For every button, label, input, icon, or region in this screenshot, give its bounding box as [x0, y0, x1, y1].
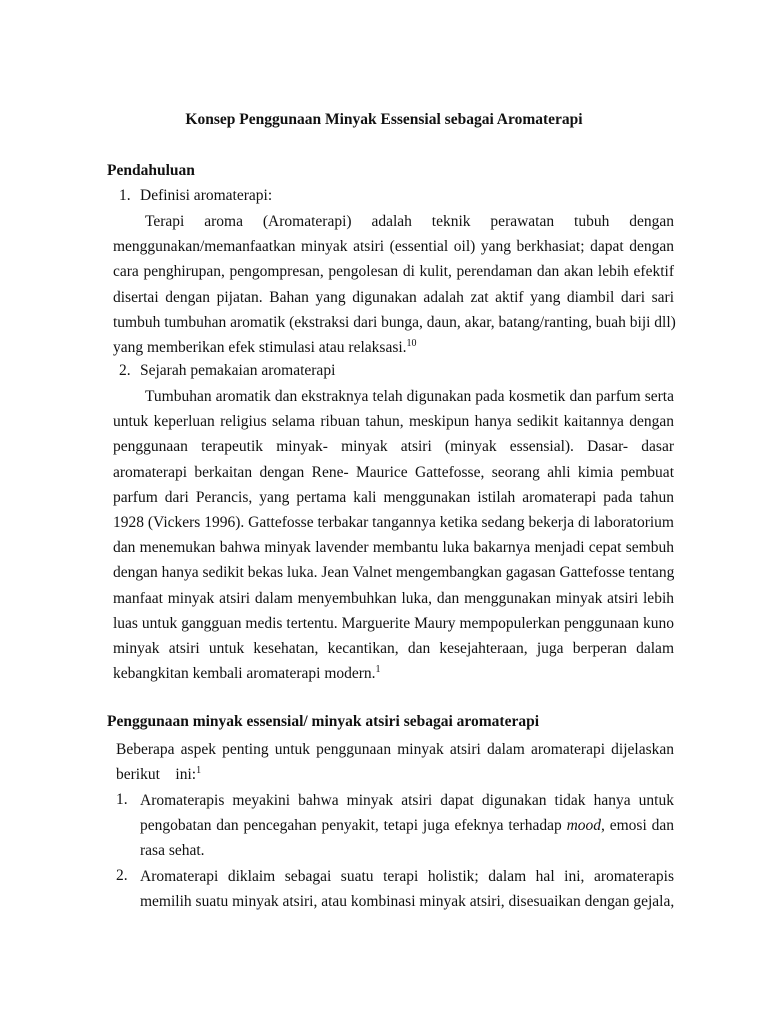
text-line: Terapi aroma (Aromaterapi) adalah teknik perawatan tubuh dengan — [145, 213, 674, 230]
paragraph-intro — [116, 737, 674, 787]
subheading-sejarah: Sejarah pemakaian aromaterapi — [140, 362, 336, 379]
footnote-ref: 10 — [406, 337, 417, 349]
list-number: 1. — [119, 187, 131, 204]
text-line: 1928 (Vickers 1996). Gattefosse terbakar tangannya ketika sedang bekerja di laboratorium — [113, 513, 674, 531]
text-line: penggunaan terapeutik minyak- minyak atsiri (minyak essensial). Dasar- dasar — [113, 438, 674, 456]
list-number: 1. — [116, 791, 128, 808]
text-line: memilih suatu minyak atsiri, atau kombinasi minyak atsiri, disesuaikan dengan gejala, — [140, 893, 675, 911]
text-line: parfum dari Perancis, yang pertama kali menggunakan istilah aromaterapi pada tahun — [113, 488, 674, 506]
text-line: Aromaterapi diklaim sebagai suatu terapi holistik; dalam hal ini, aromaterapis — [140, 868, 674, 885]
text-line: dan menemukan bahwa minyak lavender membantu luka bakarnya menjadi cepat sembuh — [113, 539, 674, 557]
text-line: berikut ini: — [116, 766, 197, 784]
text-fragment: pengobatan dan pencegahan penyakit, tetapi juga efeknya terhadap — [140, 817, 567, 835]
text-line: menggunakan/memanfaatkan minyak atsiri (essential oil) yang berkhasiat; dapat dengan — [113, 238, 674, 256]
text-fragment: emosi dan — [604, 817, 674, 835]
text-line: untuk keperluan religius selama ribuan tahun, meskipun hanya sedikit kaitannya dengan — [113, 413, 674, 431]
text-line-last — [113, 335, 674, 360]
text-line: disertai dengan pijatan. Bahan yang digunakan adalah zat aktif yang diambil dari sari — [113, 288, 674, 306]
paragraph-definisi — [113, 209, 674, 360]
text-line: Tumbuhan aromatik dan ekstraknya telah digunakan pada kosmetik dan parfum serta — [145, 388, 674, 405]
text-line: yang memberikan efek stimulasi atau relaksasi. — [113, 338, 407, 356]
text-line: tumbuh tumbuhan aromatik (ekstraksi dari bunga, daun, akar, batang/ranting, buah biji dll) — [113, 313, 676, 331]
text-line: cara penghirupan, pengompresan, pengolesan di kulit, perendaman dan akan lebih efektif — [113, 263, 674, 281]
text-line: minyak atsiri untuk kesehatan, kecantikan, dan kesejahteraan, juga berperan dalam — [113, 639, 674, 657]
text-line-last — [116, 762, 674, 787]
document-title: Konsep Penggunaan Minyak Essensial sebagai Aromaterapi — [185, 111, 583, 128]
text-line: rasa sehat. — [140, 842, 205, 860]
list-item-2 — [140, 864, 674, 914]
subheading-definisi: Definisi aromaterapi: — [140, 187, 273, 204]
text-line: aromaterapi berkaitan dengan Rene- Maurice Gattefosse, seorang ahli kimia pembuat — [113, 463, 674, 481]
text-line: dengan hanya sedikit bekas luka. Jean Valnet mengembangkan gagasan Gattefosse tentang — [113, 564, 675, 582]
section-heading-penggunaan: Penggunaan minyak essensial/ minyak atsiri sebagai aromaterapi — [107, 713, 540, 730]
list-item-1 — [140, 788, 674, 864]
paragraph-sejarah — [113, 384, 674, 686]
section-heading-pendahuluan: Pendahuluan — [107, 162, 195, 179]
text-line: luas untuk gangguan medis tertentu. Marguerite Maury mempopulerkan penggunaan kuno — [113, 614, 674, 632]
text-line: manfaat minyak atsiri dalam menyembuhkan luka, dan menggunakan minyak atsiri lebih — [113, 589, 674, 607]
text-line: Aromaterapis meyakini bahwa minyak atsiri dapat digunakan tidak hanya untuk — [140, 792, 674, 809]
text-line: Beberapa aspek penting untuk penggunaan minyak atsiri dalam aromaterapi dijelaskan — [116, 741, 674, 758]
list-number: 2. — [116, 867, 128, 884]
text-line-mixed — [140, 813, 674, 838]
text-line-last — [113, 661, 674, 686]
text-emphasis: mood, — [566, 817, 605, 835]
list-number: 2. — [119, 362, 131, 379]
footnote-ref: 1 — [375, 663, 381, 675]
footnote-ref: 1 — [196, 765, 202, 777]
text-line: kebangkitan kembali aromaterapi modern. — [113, 665, 376, 683]
